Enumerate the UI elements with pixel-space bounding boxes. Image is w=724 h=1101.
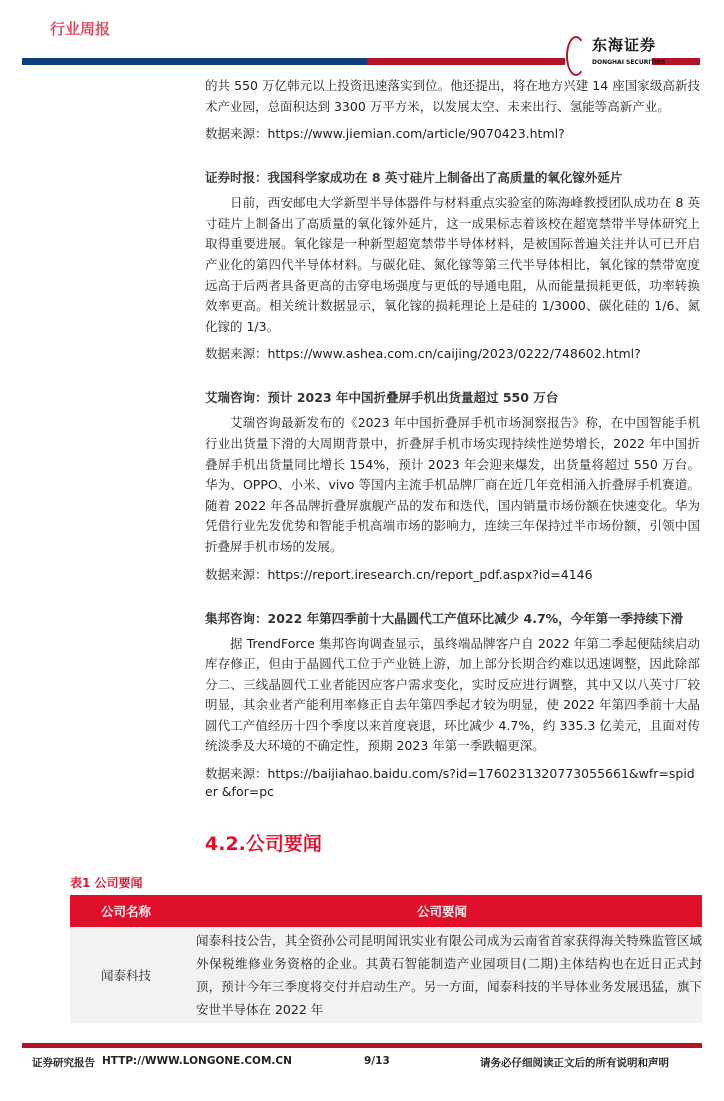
news-body: 艾瑞咨询最新发布的《2023 年中国折叠屏手机市场洞察报告》称，在中国智能手机行业出货量下滑的大周期背景中，折叠屏手机市场实现持续性逆势增长，2022 年中国折叠屏手机出货量同比增长 154%，预计 2023 年会迎来爆发，出货量将超过 550 万台。华为、OPPO、小米、vivo 等国内主流手机品牌厂商在近几年竞相涌入折叠屏手机赛道。随着 2022 年各品牌折叠屏旗舰产品的发布和迭代，国内销量市场份额在快速变化。华为凭借行业先发优势和智能手机高端市场的影响力，连续三年保持过半市场份额，引领中国折叠屏手机市场的发展。 — [205, 415, 700, 554]
news-title: 证券时报：我国科学家成功在 8 英寸硅片上制备出了高质量的氧化镓外延片 — [205, 170, 623, 186]
section-title: 4.2.公司要闻 — [205, 833, 322, 856]
intro-source: 数据来源：https://www.jiemian.com/article/9070423.html? — [205, 126, 565, 142]
footer-rule — [22, 1043, 702, 1048]
donghai-logo — [566, 34, 666, 76]
news-body: 日前，西安邮电大学新型半导体器件与材料重点实验室的陈海峰教授团队成功在 8 英寸硅片上制备出了高质量的氧化镓外延片，这一成果标志着该校在超宽禁带半导体研究上取得重要进展。氧化镓是一种新型超宽禁带半导体材料，是被国际普遍关注并认可已开启产业化的第四代半导体材料。与碳化硅、氮化镓等第三代半导体相比，氧化镓的禁带宽度远高于后两者具备更高的击穿电场强度与更低的导通电阻，从而能量损耗更低，功率转换效率更高。相关统计数据显示，氧化镓的损耗理论上是硅的 1/3000、碳化硅的 1/6、氮化镓的 1/3。 — [205, 195, 700, 334]
report-type: 行业周报 — [50, 20, 111, 38]
news-title: 集邦咨询：2022 年第四季前十大晶圆代工产值环比减少 4.7%，今年第一季持续下滑 — [205, 610, 684, 626]
news-source: 数据来源：https://baijiahao.baidu.com/s?id=1760231320773055661&wfr=spider &for=pc — [205, 766, 695, 800]
page-number: 9/13 — [364, 1055, 390, 1068]
table-header-row — [70, 895, 702, 927]
logo-name-cn: 东海证券 — [592, 36, 657, 54]
footer-label: 证券研究报告 — [32, 1057, 95, 1070]
news-cell: 闻泰科技公告，其全资孙公司昆明闻讯实业有限公司成为云南省首家获得海关特殊监管区域外保税维修业务资格的企业。其黄石智能制造产业园项目(二期)主体结构也在近日正式封顶，预计今年三季度将交付并启动生产。另一方面，闻泰科技的半导体业务发展迅猛，旗下安世半导体在 2022 年 — [182, 927, 702, 1023]
company-cell: 闻泰科技 — [70, 927, 182, 1023]
news-source: 数据来源：https://www.ashea.com.cn/caijing/2023/0222/748602.html? — [205, 346, 641, 362]
news-title: 艾瑞咨询：预计 2023 年中国折叠屏手机出货量超过 550 万台 — [205, 390, 559, 406]
intro-paragraph: 的共 550 万亿韩元以上投资迅速落实到位。他还提出，将在地方兴建 14 座国家级高新技术产业园，总面积达到 3300 万平方米，以发展太空、未来出行、氢能等高新产业。 — [205, 78, 700, 114]
column-header-company: 公司名称 — [70, 895, 182, 927]
dragon-logo-icon — [566, 36, 586, 76]
column-header-news: 公司要闻 — [182, 895, 702, 927]
table-caption: 表1 公司要闻 — [70, 876, 143, 891]
page-footer — [0, 1055, 724, 1081]
table-row — [70, 927, 702, 1023]
news-source: 数据来源：https://report.iresearch.cn/report_pdf.aspx?id=4146 — [205, 566, 593, 582]
footer-disclaimer: 请务必仔细阅读正文后的所有说明和声明 — [480, 1057, 669, 1070]
page-header — [0, 0, 724, 76]
footer-url[interactable]: HTTP://WWW.LONGONE.COM.CN — [102, 1055, 292, 1068]
logo-name-en: DONGHAI SECURITIES — [592, 59, 666, 66]
header-rule-blue — [22, 58, 367, 65]
news-content — [205, 76, 700, 801]
news-body: 据 TrendForce 集邦咨询调查显示，虽终端品牌客户自 2022 年第二季起便陆续启动库存修正，但由于晶圆代工位于产业链上游，加上部分长期合约难以迅速调整，因此除部分二、三线晶圆代工业者能因应客户需求变化，实时反应进行调整，其中又以八英寸厂较明显，其余业者产能利用率修正自去年第四季起才较为明显，使 2022 年第四季前十大晶圆代工产值经历十四个季度以来首度衰退，环比减少 4.7%，约 335.3 亿美元，且面对传统淡季及大环境的不确定性，预期 2023 年第一季跌幅更深。 — [205, 635, 700, 754]
header-rule-red — [367, 58, 565, 65]
company-news-table — [70, 895, 702, 1023]
